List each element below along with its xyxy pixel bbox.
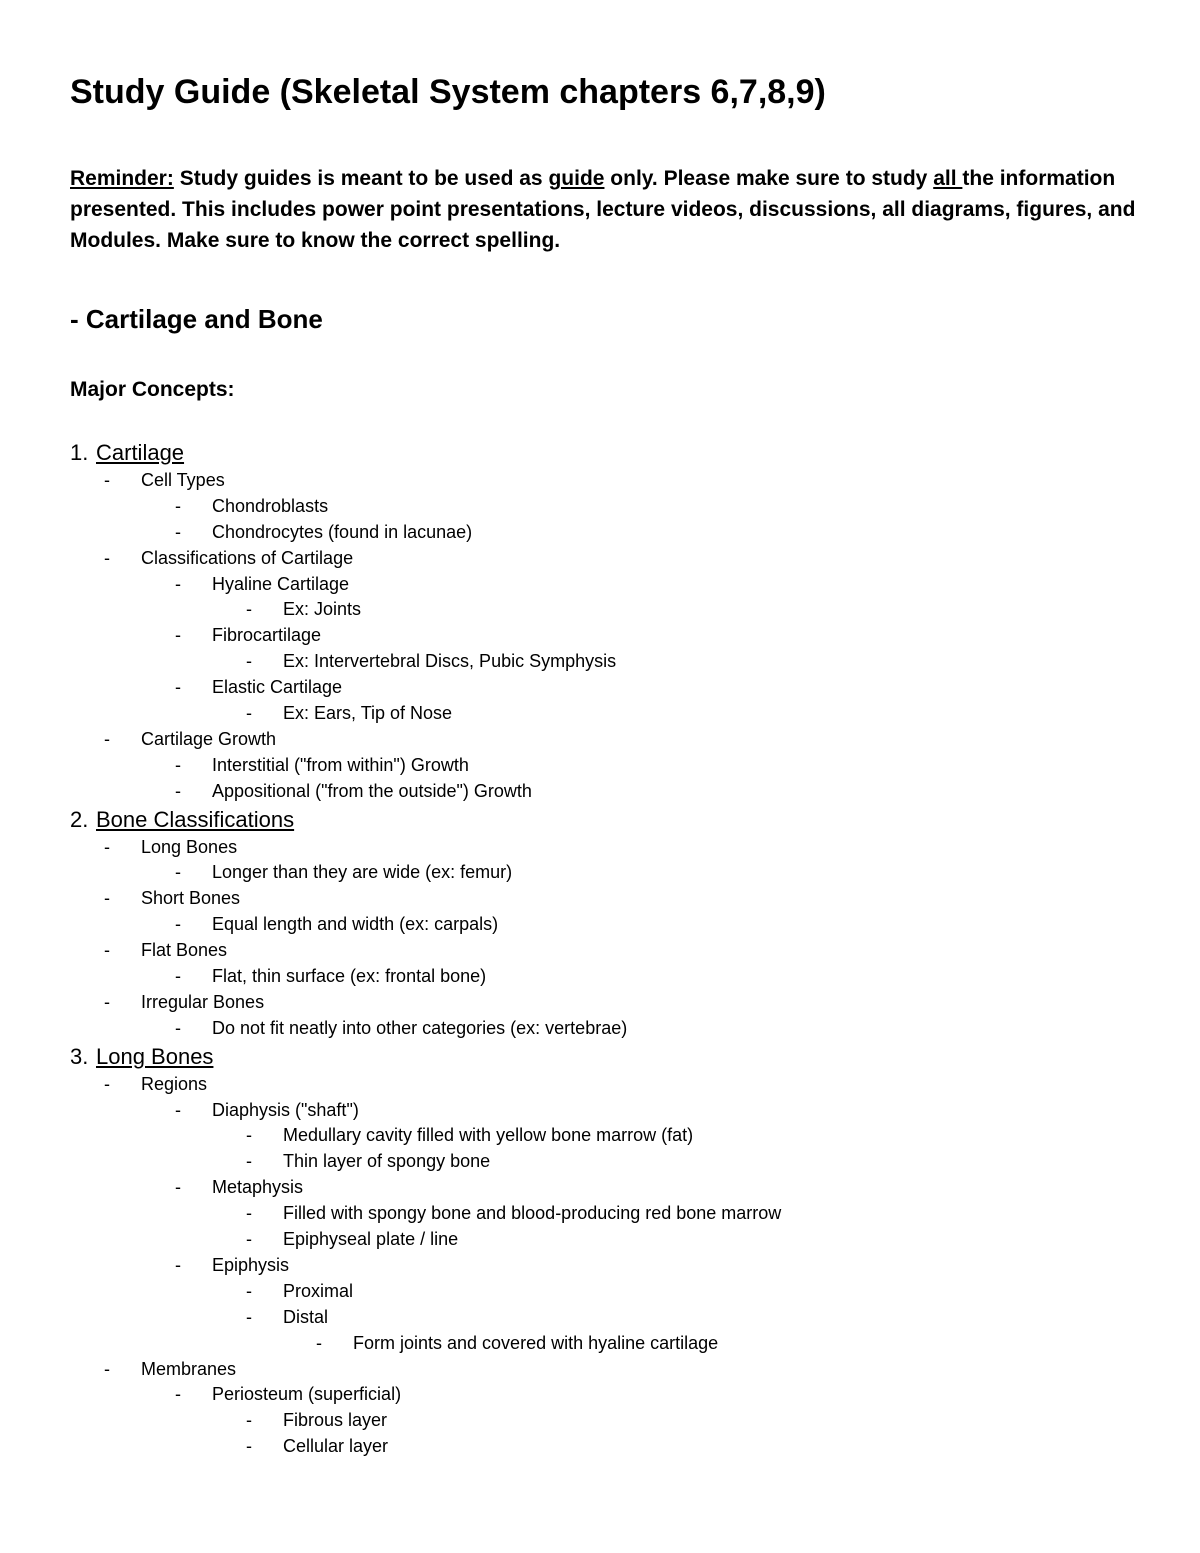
list-item: [0, 964, 1200, 990]
list-item-text: Long Bones: [141, 836, 238, 857]
list-item-text: Hyaline Cartilage: [212, 573, 350, 594]
list-item: [0, 1408, 1200, 1434]
concept-number: 1.: [70, 440, 89, 465]
list-item-text: Do not fit neatly into other categories (ex: vertebrae): [212, 1017, 628, 1038]
list-item-text: Epiphyseal plate / line: [283, 1229, 459, 1250]
major-concepts-heading: Major Concepts:: [70, 378, 235, 401]
list-item: [0, 860, 1200, 886]
list-item: [0, 546, 1200, 572]
bullet-dash: -: [246, 1306, 252, 1327]
list-item: [0, 1253, 1200, 1279]
bullet-dash: -: [175, 754, 181, 775]
list-item-text: Longer than they are wide (ex: femur): [212, 862, 513, 883]
list-item-text: Distal: [283, 1306, 329, 1327]
bullet-dash: -: [175, 1099, 181, 1120]
list-item: [0, 912, 1200, 938]
bullet-dash: -: [104, 470, 110, 490]
list-item-text: Ex: Joints: [283, 599, 362, 620]
concept-label: Cartilage: [96, 440, 185, 465]
list-item: [0, 572, 1200, 598]
bullet-dash: -: [175, 1177, 181, 1198]
concept-label: Bone Classifications: [96, 806, 295, 832]
bullet-dash: -: [175, 780, 181, 801]
list-item-text: Diaphysis ("shaft"): [212, 1099, 359, 1120]
bullet-dash: -: [104, 1073, 110, 1094]
list-item: [0, 623, 1200, 649]
list-item-text: Ex: Ears, Tip of Nose: [283, 703, 453, 724]
list-item: [0, 1434, 1200, 1460]
list-item-text: Periosteum (superficial): [212, 1384, 402, 1405]
list-item: [0, 675, 1200, 701]
reminder-paragraph: [70, 163, 1140, 256]
bullet-dash: -: [175, 1254, 181, 1275]
list-item-text: Ex: Intervertebral Discs, Pubic Symphysis: [283, 651, 617, 672]
list-item-text: Form joints and covered with hyaline cartilage: [353, 1332, 719, 1353]
bullet-dash: -: [246, 1229, 252, 1250]
list-item-text: Elastic Cartilage: [212, 677, 343, 698]
list-item: [0, 727, 1200, 753]
bullet-dash: -: [175, 914, 181, 935]
bullet-dash: -: [104, 1358, 110, 1379]
list-item: [0, 835, 1200, 861]
document-title: Study Guide (Skeletal System chapters 6,7,8,9): [70, 73, 826, 111]
list-item: [0, 1149, 1200, 1175]
list-item: [0, 701, 1200, 727]
list-item-text: Thin layer of spongy bone: [283, 1151, 491, 1172]
concept-number: 2.: [70, 806, 89, 832]
bullet-dash: -: [175, 1017, 181, 1038]
bullet-dash: -: [104, 728, 110, 749]
reminder-all-word: all: [933, 167, 963, 190]
bullet-dash: -: [246, 1280, 252, 1301]
bullet-dash: -: [246, 1125, 252, 1146]
reminder-text-3: the information presented. This includes power point presentations, lecture videos, discussions, all diagrams, figures, and Modules. Make sure to know the correct spelling.: [70, 167, 1136, 252]
list-item-text: Fibrocartilage: [212, 625, 322, 646]
list-item: [0, 1331, 1200, 1357]
bullet-dash: -: [104, 888, 110, 909]
list-item: [0, 649, 1200, 675]
list-item: [0, 1201, 1200, 1227]
list-item-text: Equal length and width (ex: carpals): [212, 914, 499, 935]
list-item: [0, 468, 1200, 494]
reminder-text-2: only. Please make sure to study: [604, 167, 934, 190]
concept-heading: [0, 1042, 1200, 1072]
bullet-dash: -: [246, 703, 252, 724]
list-item-text: Interstitial ("from within") Growth: [212, 754, 469, 775]
list-item-text: Flat, thin surface (ex: frontal bone): [212, 966, 487, 987]
list-item-text: Classifications of Cartilage: [141, 547, 354, 568]
list-item-text: Regions: [141, 1073, 208, 1094]
list-item-text: Chondroblasts: [212, 495, 329, 516]
list-item-text: Cartilage Growth: [141, 728, 277, 749]
bullet-dash: -: [175, 677, 181, 698]
reminder-guide-word: guide: [548, 167, 605, 190]
bullet-dash: -: [175, 966, 181, 987]
bullet-dash: -: [104, 836, 110, 857]
bullet-dash: -: [316, 1332, 322, 1353]
list-item-text: Irregular Bones: [141, 991, 265, 1012]
list-item: [0, 1357, 1200, 1383]
list-item-text: Epiphysis: [212, 1254, 290, 1275]
list-item-text: Fibrous layer: [283, 1410, 388, 1431]
list-item-text: Proximal: [283, 1280, 354, 1301]
bullet-dash: -: [175, 625, 181, 646]
list-item: [0, 1098, 1200, 1124]
list-item: [0, 938, 1200, 964]
bullet-dash: -: [246, 651, 252, 672]
list-item: [0, 1305, 1200, 1331]
concept-label: Long Bones: [96, 1043, 214, 1069]
bullet-dash: -: [175, 862, 181, 883]
bullet-dash: -: [175, 495, 181, 516]
list-item: [0, 1382, 1200, 1408]
bullet-dash: -: [175, 521, 181, 542]
bullet-dash: -: [104, 940, 110, 961]
bullet-dash: -: [104, 991, 110, 1012]
list-item: [0, 520, 1200, 546]
concept-outline: [0, 438, 1200, 1460]
list-item: [0, 1175, 1200, 1201]
list-item-text: Short Bones: [141, 888, 241, 909]
list-item: [0, 1227, 1200, 1253]
concept-number: 3.: [70, 1043, 89, 1069]
list-item: [0, 1123, 1200, 1149]
list-item-text: Filled with spongy bone and blood-producing red bone marrow: [283, 1203, 782, 1224]
list-item: [0, 886, 1200, 912]
bullet-dash: -: [246, 1410, 252, 1431]
bullet-dash: -: [175, 1384, 181, 1405]
list-item: [0, 990, 1200, 1016]
list-item: [0, 1016, 1200, 1042]
bullet-dash: -: [175, 573, 181, 594]
list-item-text: Membranes: [141, 1358, 237, 1379]
list-item-text: Medullary cavity filled with yellow bone marrow (fat): [283, 1125, 694, 1146]
bullet-dash: -: [246, 1203, 252, 1224]
bullet-dash: -: [246, 599, 252, 620]
list-item-text: Cell Types: [141, 470, 225, 490]
concept-heading: [0, 438, 1200, 468]
reminder-label: Reminder:: [70, 167, 174, 190]
list-item-text: Appositional ("from the outside") Growth: [212, 780, 532, 801]
list-item-text: Metaphysis: [212, 1177, 304, 1198]
concept-heading: [0, 805, 1200, 835]
list-item: [0, 779, 1200, 805]
list-item-text: Cellular layer: [283, 1436, 389, 1457]
list-item: [0, 1072, 1200, 1098]
bullet-dash: -: [104, 547, 110, 568]
list-item: [0, 494, 1200, 520]
list-item: [0, 597, 1200, 623]
bullet-dash: -: [246, 1151, 252, 1172]
list-item: [0, 753, 1200, 779]
list-item: [0, 1279, 1200, 1305]
reminder-text-1: Study guides is meant to be used as: [173, 167, 549, 190]
bullet-dash: -: [246, 1436, 252, 1457]
list-item-text: Chondrocytes (found in lacunae): [212, 521, 473, 542]
list-item-text: Flat Bones: [141, 940, 228, 961]
section-title: - Cartilage and Bone: [70, 304, 323, 334]
